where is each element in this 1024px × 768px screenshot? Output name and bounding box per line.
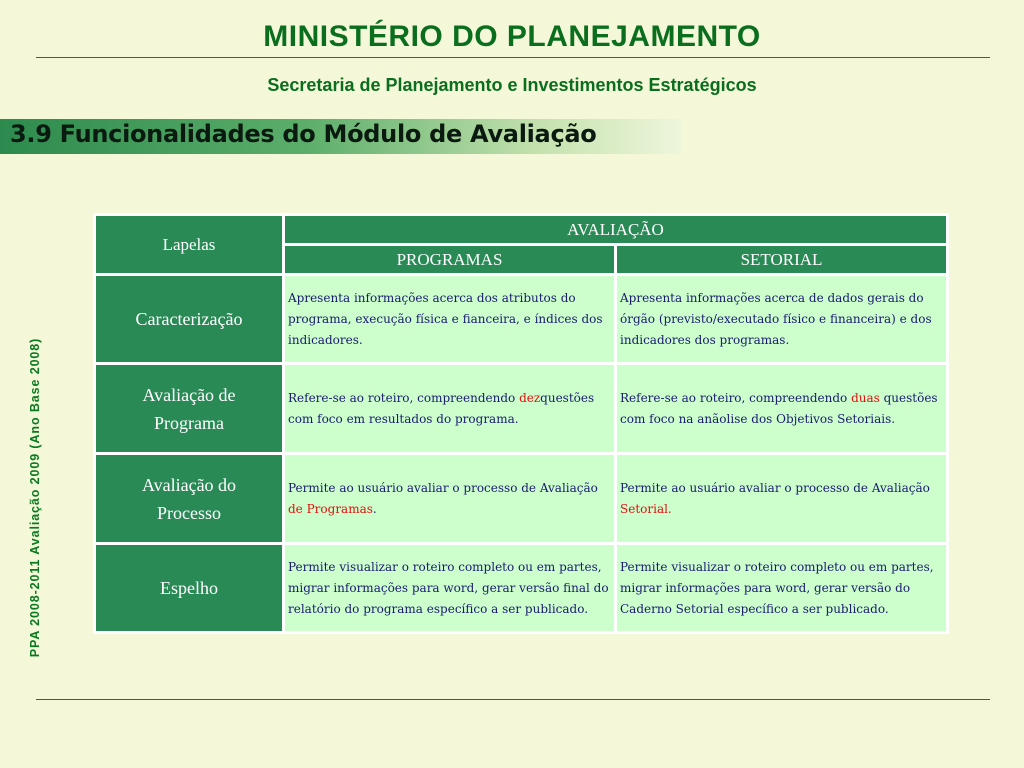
highlight-text: Setorial. xyxy=(620,501,672,516)
features-table xyxy=(93,213,949,634)
table-row xyxy=(95,544,948,633)
header-lapelas: Lapelas xyxy=(95,215,284,275)
setorial-cell: Refere-se ao roteiro, compreendendo duas questões com foco na anãolise dos Objetivos Setoriais. xyxy=(616,364,948,454)
highlight-text: de Programas xyxy=(288,501,373,516)
setorial-cell: Permite visualizar o roteiro completo ou em partes, migrar informações para word, gerar versão do Caderno Setorial específico a ser publicado. xyxy=(616,544,948,633)
table-row xyxy=(95,275,948,364)
highlight-text: dez xyxy=(519,390,541,405)
bottom-divider xyxy=(36,699,990,700)
ministry-title: MINISTÉRIO DO PLANEJAMENTO xyxy=(263,20,761,53)
programas-cell: Permite ao usuário avaliar o processo de Avaliação de Programas. xyxy=(284,454,616,544)
table-row xyxy=(95,364,948,454)
header-setorial: SETORIAL xyxy=(616,245,948,275)
setorial-cell: Permite ao usuário avaliar o processo de Avaliação Setorial. xyxy=(616,454,948,544)
programas-cell: Refere-se ao roteiro, compreendendo dezquestões com foco em resultados do programa. xyxy=(284,364,616,454)
programas-cell: Permite visualizar o roteiro completo ou em partes, migrar informações para word, gerar versão final do relatório do programa específico a ser publicado. xyxy=(284,544,616,633)
header-avaliacao: AVALIAÇÃO xyxy=(284,215,948,245)
table-row xyxy=(95,454,948,544)
top-divider xyxy=(36,57,990,58)
row-label: Caracterização xyxy=(95,275,284,364)
row-label: Espelho xyxy=(95,544,284,633)
programas-cell: Apresenta informações acerca dos atributos do programa, execução física e fianceira, e índices dos indicadores. xyxy=(284,275,616,364)
side-caption-container xyxy=(25,300,45,695)
row-label: Avaliação do Processo xyxy=(95,454,284,544)
section-title: 3.9 Funcionalidades do Módulo de Avaliação xyxy=(10,120,597,148)
secretaria-subtitle: Secretaria de Planejamento e Investimentos Estratégicos xyxy=(267,75,757,95)
setorial-cell: Apresenta informações acerca de dados gerais do órgão (previsto/executado físico e financeira) e dos indicadores dos programas. xyxy=(616,275,948,364)
header-programas: PROGRAMAS xyxy=(284,245,616,275)
side-caption: PPA 2008-2011 Avaliação 2009 (Ano Base 2008) xyxy=(28,337,42,658)
row-label: Avaliação de Programa xyxy=(95,364,284,454)
highlight-text: duas xyxy=(851,390,880,405)
